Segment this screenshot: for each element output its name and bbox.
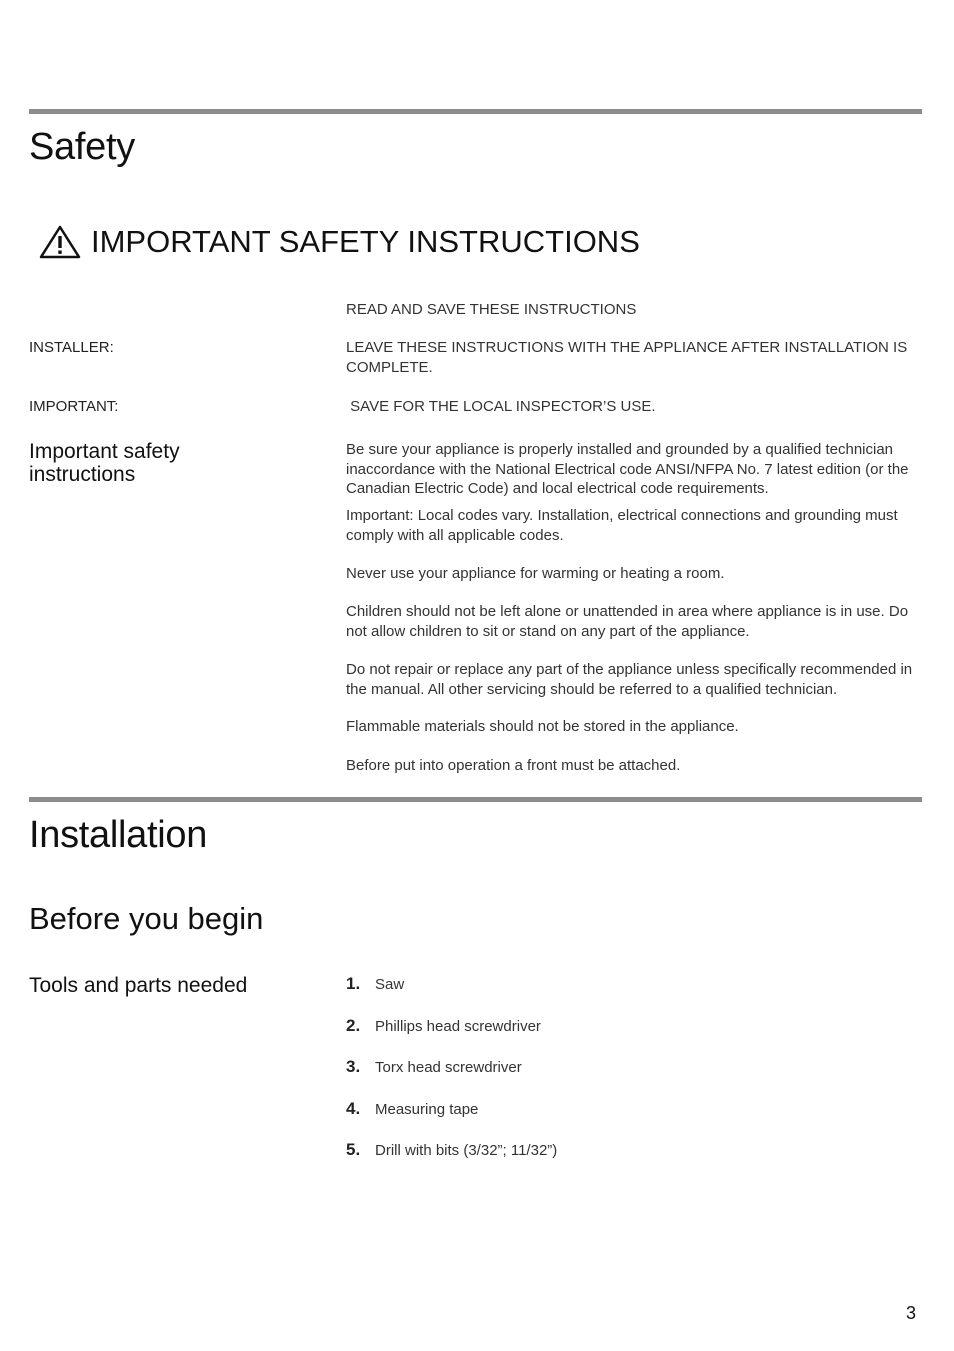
page-number: 3 (906, 1303, 917, 1323)
read-save-text: READ AND SAVE THESE INSTRUCTIONS (346, 301, 637, 318)
safety-heading (29, 224, 640, 260)
warning-triangle-icon (39, 225, 81, 259)
tool-text: Phillips head screwdriver (375, 1018, 541, 1035)
tool-list-item (346, 1057, 522, 1077)
safety-paragraph: Flammable materials should not be stored in the appliance. (346, 718, 739, 735)
safety-paragraph: Be sure your appliance is properly installed and grounded by a qualified technician inaccordance with the National Electrical code ANSI/NFPA No. 7 latest edition (or the Canadian Electric Code) and local electrical code requirements. (346, 441, 909, 497)
section-title-safety: Safety (29, 126, 135, 168)
tool-number: 3. (346, 1057, 361, 1076)
tools-parts-side-heading: Tools and parts needed (29, 974, 248, 997)
section-title-installation: Installation (29, 814, 208, 856)
tool-list-item (346, 1140, 557, 1160)
tool-text: Measuring tape (375, 1101, 479, 1118)
tool-number: 2. (346, 1016, 361, 1035)
tool-text: Torx head screwdriver (375, 1059, 522, 1076)
tool-text: Saw (375, 976, 405, 993)
tool-list-item (346, 1099, 478, 1119)
tool-number: 5. (346, 1140, 361, 1159)
tool-list-item (346, 974, 404, 994)
tool-text: Drill with bits (3/32”; 11/32”) (375, 1142, 558, 1159)
section-divider-safety (29, 109, 922, 114)
safety-paragraph: Before put into operation a front must be attached. (346, 757, 681, 774)
important-text: SAVE FOR THE LOCAL INSPECTOR’S USE. (346, 398, 656, 415)
safety-paragraph: Children should not be left alone or unattended in area where appliance is in use. Do not allow children to sit or stand on any part of the appliance. (346, 603, 909, 640)
important-label: IMPORTANT: (29, 398, 119, 415)
tool-number: 4. (346, 1099, 361, 1118)
installer-text: LEAVE THESE INSTRUCTIONS WITH THE APPLIANCE AFTER INSTALLATION IS COMPLETE. (346, 339, 908, 376)
section-divider-installation (29, 797, 922, 802)
tool-list-item (346, 1016, 541, 1036)
safety-paragraph: Do not repair or replace any part of the appliance unless specifically recommended in the manual. All other servicing should be referred to a qualified technician. (346, 661, 913, 698)
safety-heading-text: IMPORTANT SAFETY INSTRUCTIONS (91, 224, 640, 259)
installer-label: INSTALLER: (29, 339, 114, 356)
tool-number: 1. (346, 974, 361, 993)
important-safety-side-heading: Important safety instructions (29, 440, 180, 486)
safety-paragraph: Never use your appliance for warming or heating a room. (346, 565, 725, 582)
before-you-begin-heading: Before you begin (29, 901, 264, 936)
safety-paragraph: Important: Local codes vary. Installation, electrical connections and grounding must comply with all applicable codes. (346, 507, 898, 544)
